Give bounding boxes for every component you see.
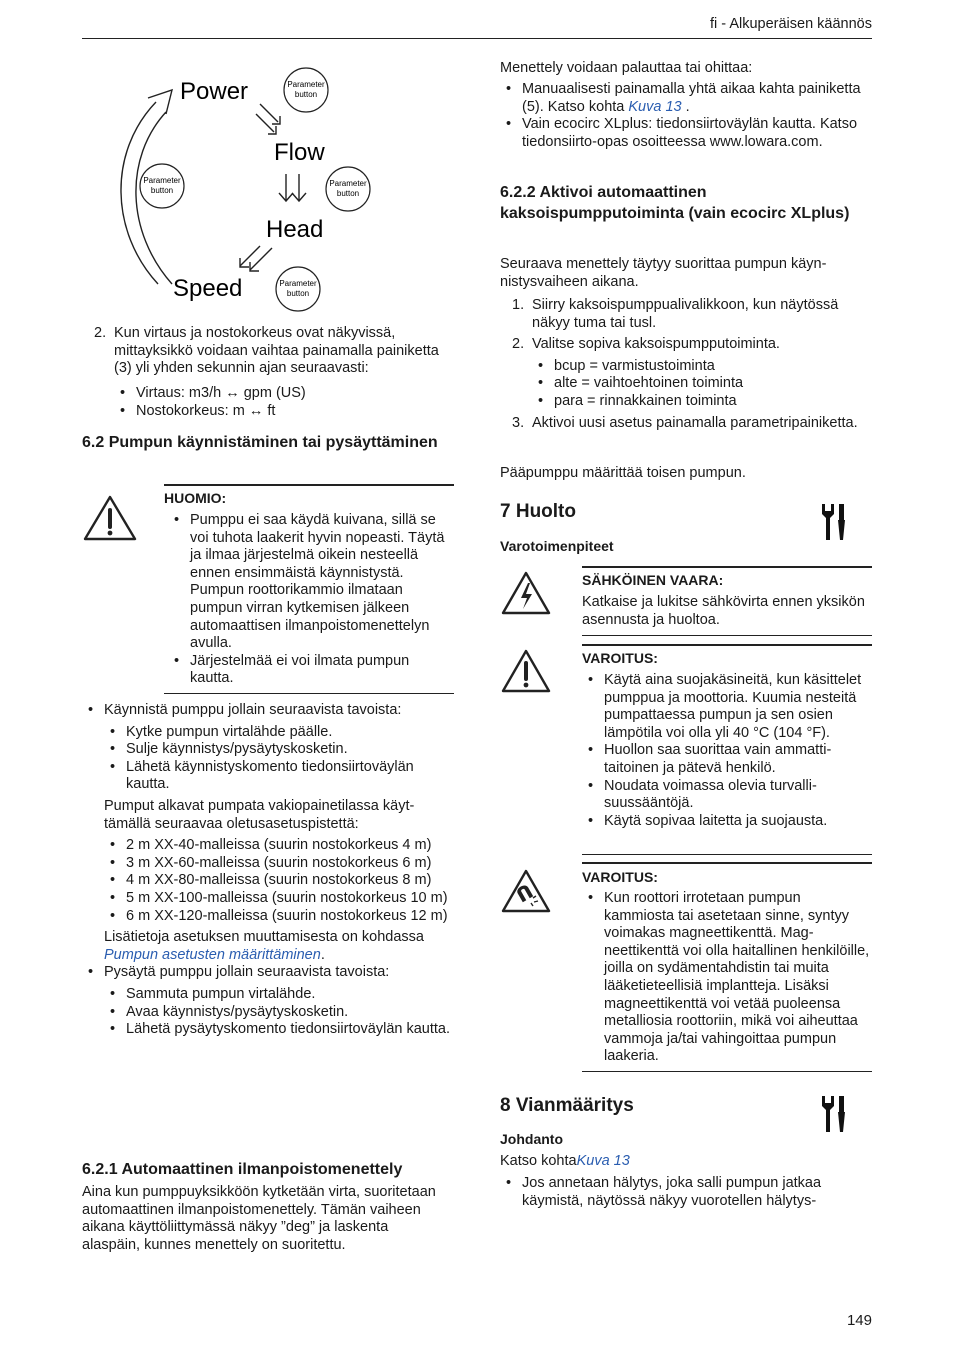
warning-notice-2	[500, 862, 872, 1074]
list-item: • Sulje käynnistys/pysäytyskosketin.	[104, 741, 454, 759]
link-pump-settings[interactable]: Pumpun asetusten määrittäminen	[104, 946, 321, 963]
list-item: • Vain ecocirc XLplus: tiedonsiirtoväylän kautta. Katso tiedonsiirto-opas osoitteessa www.lowara.com.	[500, 116, 872, 151]
page-number: 149	[846, 1312, 872, 1329]
intro-heading: Johdanto	[500, 1131, 563, 1147]
start-intro: Käynnistä pumppu jollain seuraavista tavoista:	[104, 702, 402, 718]
section-6-2-1-text: Aina kun pumppuyksikköön kytketään virta, suoritetaan automaattinen ilmanpoistomenettely. Tämän vaiheen aikana käyttöliittymässä näkyy ”deg” ja laskenta alaspäin, kunnes menettely on suoritettu.	[82, 1184, 436, 1253]
list-item: • 6 m XX-120-malleissa (suurin nostokorkeus 12 m)	[104, 908, 454, 926]
list-item: • para = rinnakkainen toiminta	[532, 393, 872, 411]
link-kuva-13[interactable]: Kuva 13	[628, 98, 682, 115]
list-item: • Kun roottori irrotetaan pumpun kammiosta tai asetetaan sinne, syntyy voimakas magneettikenttä. Magneettikenttä voi olla haitallinen henkilöille, joilla on sydämentahdistin tai muita lääketieteellisiä implantteja. Lisäksi magneettikenttä voi vetää puoleensa metalliosia roottoriin, mikä voi aiheuttaa vammoja ja/tai vahingoittaa pumpun laakeria.	[582, 890, 872, 1066]
list-item: • Käytä aina suojakäsineitä, kun käsittelet pumppua ja moottoria. Kuumia nesteitä pumpattaessa pumpun ja sen osien lämpötila voi olla yli 40 °C (104 °F).	[582, 672, 872, 742]
electric-hazard-icon	[500, 570, 552, 616]
warning-notice-1	[500, 644, 872, 858]
diagram-label-head: Head	[266, 216, 324, 243]
svg-text:Parameter: Parameter	[287, 80, 325, 89]
tools-icon	[818, 1094, 848, 1134]
step-2: 2. Kun virtaus ja nostokorkeus ovat näkyvissä, mittayksikkö voidaan vaihtaa painamalla painiketta (3) yli yhden sekunnin ajan seuraavasti:	[94, 325, 439, 377]
warning-triangle-icon	[500, 648, 552, 694]
section-6-2-1-title: 6.2.1 Automaattinen ilmanpoistomenettely	[82, 1161, 403, 1178]
header-text: fi - Alkuperäisen käännös	[709, 16, 872, 32]
list-item: • Kytke pumpun virtalähde päälle.	[104, 724, 454, 742]
code-tusl: tusl	[629, 314, 653, 331]
start-list	[82, 702, 454, 1039]
warning-triangle-icon	[82, 494, 138, 542]
dual-steps: 1. Siirry kaksoispumppualivalikkoon, kun näytössä näkyy tuma tai tusl. 2. Valitse sopiva kaksoispumpputoiminta. • bcup = varmistustoiminta • alte = vaihtoehtoinen toiminta • para = rinnakkainen toiminta 3. Aktivoi uusi asetus painamalla parametripainiketta.	[500, 297, 872, 432]
pumps-para: Pumput alkavat pumpata vakiopainetilassa käyttämällä seuraavaa oletusasetuspistettä:	[104, 797, 415, 832]
parameter-button-3	[326, 167, 370, 211]
step-2-text: Kun virtaus ja nostokorkeus ovat näkyvissä, mittayksikkö voidaan vaihtaa painamalla painiketta (3) yli yhden sekunnin ajan seuraavasti:	[114, 325, 439, 377]
link-kuva-13[interactable]: Kuva 13	[576, 1153, 630, 1169]
list-item: • Noudata voimassa olevia turvallisuussääntöjä.	[582, 778, 872, 813]
list-item: • Käytä sopivaa laitetta ja suojausta.	[582, 813, 872, 831]
restore-list	[500, 81, 872, 151]
list-item: • Huollon saa suorittaa vain ammattitaitoinen ja pätevä henkilö.	[582, 742, 872, 777]
svg-text:Parameter: Parameter	[279, 279, 317, 288]
list-item: • 5 m XX-100-malleissa (suurin nostokorkeus 10 m)	[104, 890, 454, 908]
caution-notice	[82, 484, 454, 696]
running-header	[82, 12, 872, 39]
warning-1-title: VAROITUS:	[582, 650, 658, 666]
warning-2-title: VAROITUS:	[582, 869, 658, 885]
diagram-label-speed: Speed	[173, 275, 243, 302]
alarm-list	[500, 1175, 872, 1210]
electric-hazard-title: SÄHKÖINEN VAARA:	[582, 572, 724, 588]
list-item: • Nostokorkeus: m ↔ ft	[114, 403, 454, 421]
diagram-label-flow: Flow	[274, 139, 325, 166]
diagram-label-power: Power	[180, 78, 249, 105]
arrow-head-to-speed-icon	[240, 246, 272, 271]
list-item: • Lähetä pysäytyskomento tiedonsiirtoväylän kautta.	[104, 1021, 454, 1039]
stop-intro: Pysäytä pumppu jollain seuraavista tavoista:	[104, 964, 390, 981]
units-list	[114, 385, 454, 420]
list-item: • Järjestelmää ei voi ilmata pumpun kautta.	[168, 653, 454, 688]
list-item: • Jos annetaan hälytys, joka salli pumpun jatkaa käymistä, näytössä näkyy vuorotellen hälytys-	[500, 1175, 872, 1210]
svg-text:button: button	[150, 186, 174, 195]
section-6-2-title: 6.2 Pumpun käynnistäminen tai pysäyttäminen	[82, 434, 438, 451]
svg-text:button: button	[286, 289, 310, 298]
list-item: • Avaa käynnistys/pysäytyskosketin.	[104, 1004, 454, 1022]
list-item: • Manuaalisesti painamalla yhtä aikaa kahta painiketta (5). Katso kohta Kuva 13 .	[500, 81, 872, 116]
list-item: • Lähetä käynnistyskomento tiedonsiirtoväylän kautta.	[104, 759, 454, 794]
code-tuma: tuma	[573, 314, 607, 331]
parameter-button-1	[284, 68, 328, 112]
section-6-2-2-title: 6.2.2 Aktivoi automaattinen kaksoispumpputoiminta (vain ecocirc XLplus)	[500, 184, 850, 222]
caution-title: HUOMIO:	[164, 490, 227, 506]
svg-text:button: button	[336, 189, 360, 198]
electric-hazard-text: Katkaise ja lukitse sähkövirta ennen yksikön asennusta ja huoltoa.	[582, 594, 865, 628]
section-7-title: 7 Huolto	[500, 501, 576, 522]
dual-intro: Seuraava menettely täytyy suorittaa pumpun käynnistysvaiheen aikana.	[500, 256, 827, 290]
restore-intro: Menettely voidaan palauttaa tai ohittaa:	[500, 60, 753, 76]
see-figure: Katso kohtaKuva 13	[500, 1153, 630, 1169]
svg-text:Parameter: Parameter	[143, 176, 181, 185]
list-item: • 3 m XX-60-malleissa (suurin nostokorkeus 6 m)	[104, 855, 454, 873]
list-item: • bcup = varmistustoiminta	[532, 358, 872, 376]
svg-text:button: button	[294, 90, 318, 99]
precautions-heading: Varotoimenpiteet	[500, 538, 614, 554]
list-item: • Pumppu ei saa käydä kuivana, sillä se voi tuhota laakerit hyvin nopeasti. Täytä ja ilmaa järjestelmä oikein nesteellä ennen ensimmäistä käynnistystä. Pumpun roottorikammio ilmataan pumpun virran kytkemisen jälkeen automaattisen ilmanpoistomenettelyn avulla.	[168, 512, 454, 653]
electric-hazard-notice	[500, 566, 872, 638]
tools-icon	[818, 502, 848, 542]
list-item: • Virtaus: m3/h ↔ gpm (US)	[114, 385, 454, 403]
more-info: Lisätietoja asetuksen muuttamisesta on kohdassa Pumpun asetusten määrittäminen.	[104, 929, 424, 963]
section-8-title: 8 Vianmääritys	[500, 1095, 634, 1116]
parameter-button-2	[140, 164, 184, 208]
main-pump-text: Pääpumppu määrittää toisen pumpun.	[500, 465, 746, 481]
svg-text:Parameter: Parameter	[329, 179, 367, 188]
list-item: • 2 m XX-40-malleissa (suurin nostokorkeus 4 m)	[104, 837, 454, 855]
arrow-power-to-flow-icon	[256, 104, 280, 134]
list-item: • 4 m XX-80-malleissa (suurin nostokorkeus 8 m)	[104, 872, 454, 890]
list-item: • alte = vaihtoehtoinen toiminta	[532, 375, 872, 393]
parameter-button-4	[276, 267, 320, 311]
magnetic-field-hazard-icon	[500, 868, 552, 914]
list-item: • Sammuta pumpun virtalähde.	[104, 986, 454, 1004]
arrow-flow-to-head-icon	[279, 174, 306, 201]
mode-cycle-diagram	[100, 62, 400, 318]
